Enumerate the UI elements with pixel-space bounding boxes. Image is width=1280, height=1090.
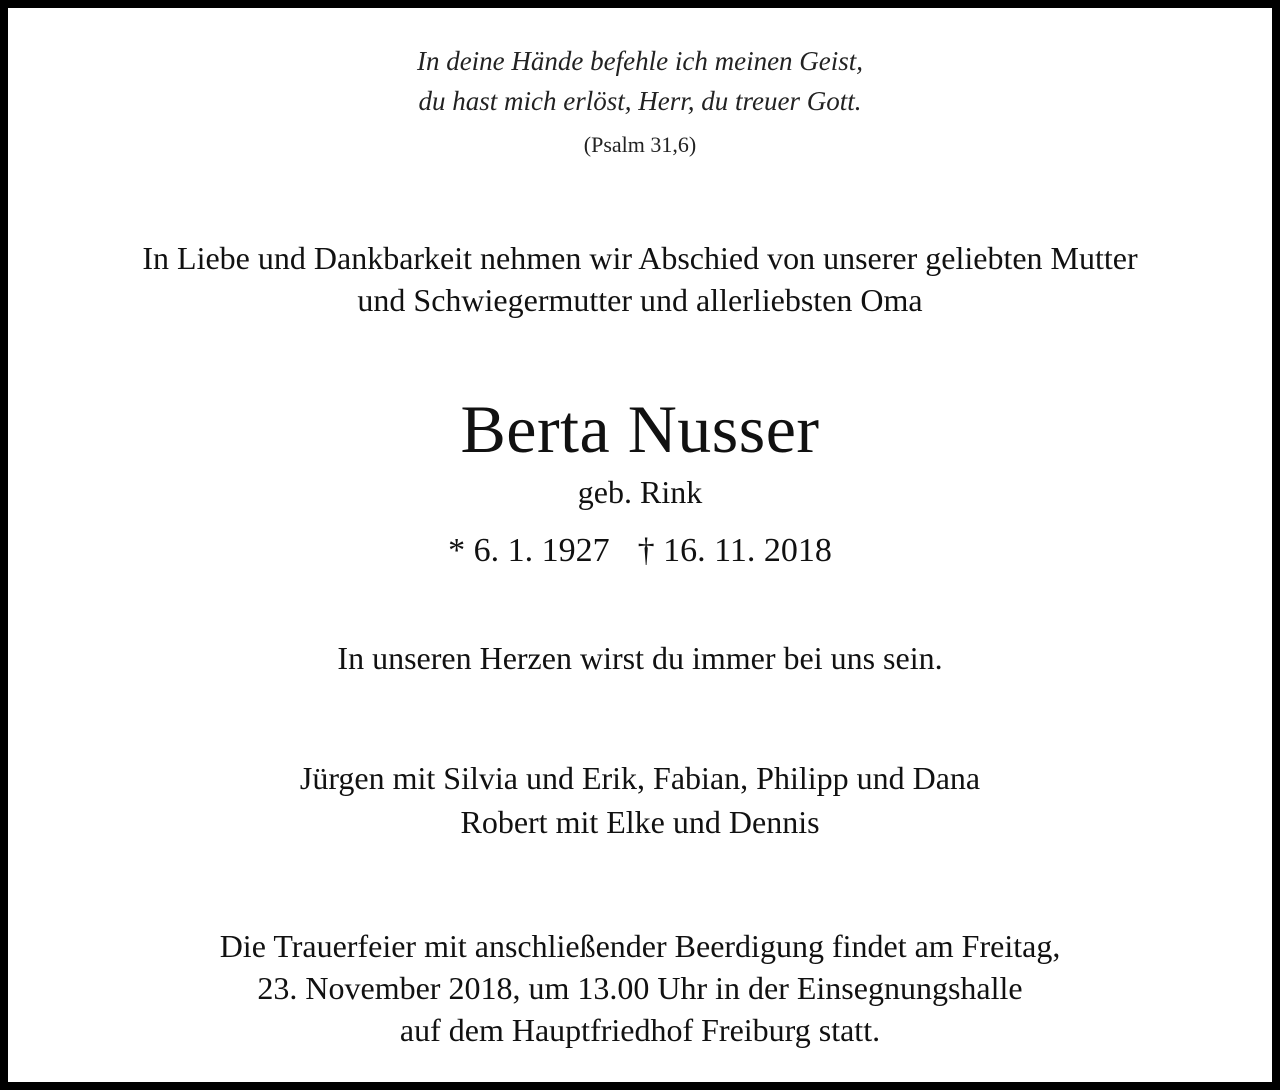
life-dates	[8, 532, 1272, 570]
motto-text: In unseren Herzen wirst du immer bei uns sein.	[337, 640, 943, 676]
funeral-line-2: 23. November 2018, um 13.00 Uhr in der Einsegnungshalle	[257, 970, 1023, 1006]
verse-source: (Psalm 31,6)	[583, 132, 697, 157]
deceased-name: Berta Nusser	[460, 391, 820, 467]
funeral-line-3: auf dem Hauptfriedhof Freiburg statt.	[399, 1012, 881, 1048]
death-date: † 16. 11. 2018	[637, 532, 832, 569]
birth-date: * 6. 1. 1927	[448, 532, 610, 569]
verse-line-2: du hast mich erlöst, Herr, du treuer Gott.	[418, 86, 862, 116]
verse-line-1: In deine Hände befehle ich meinen Geist,	[416, 46, 864, 76]
funeral-line-1: Die Trauerfeier mit anschließender Beerdigung findet am Freitag,	[219, 928, 1061, 964]
mourners-line-1: Jürgen mit Silvia und Erik, Fabian, Philipp und Dana	[299, 760, 981, 796]
intro-line-2: und Schwiegermutter und allerliebsten Oma	[357, 282, 923, 318]
maiden-name: geb. Rink	[577, 474, 703, 510]
mourners-line-2: Robert mit Elke und Dennis	[460, 804, 820, 840]
intro-line-1: In Liebe und Dankbarkeit nehmen wir Abschied von unserer geliebten Mutter	[142, 240, 1138, 276]
